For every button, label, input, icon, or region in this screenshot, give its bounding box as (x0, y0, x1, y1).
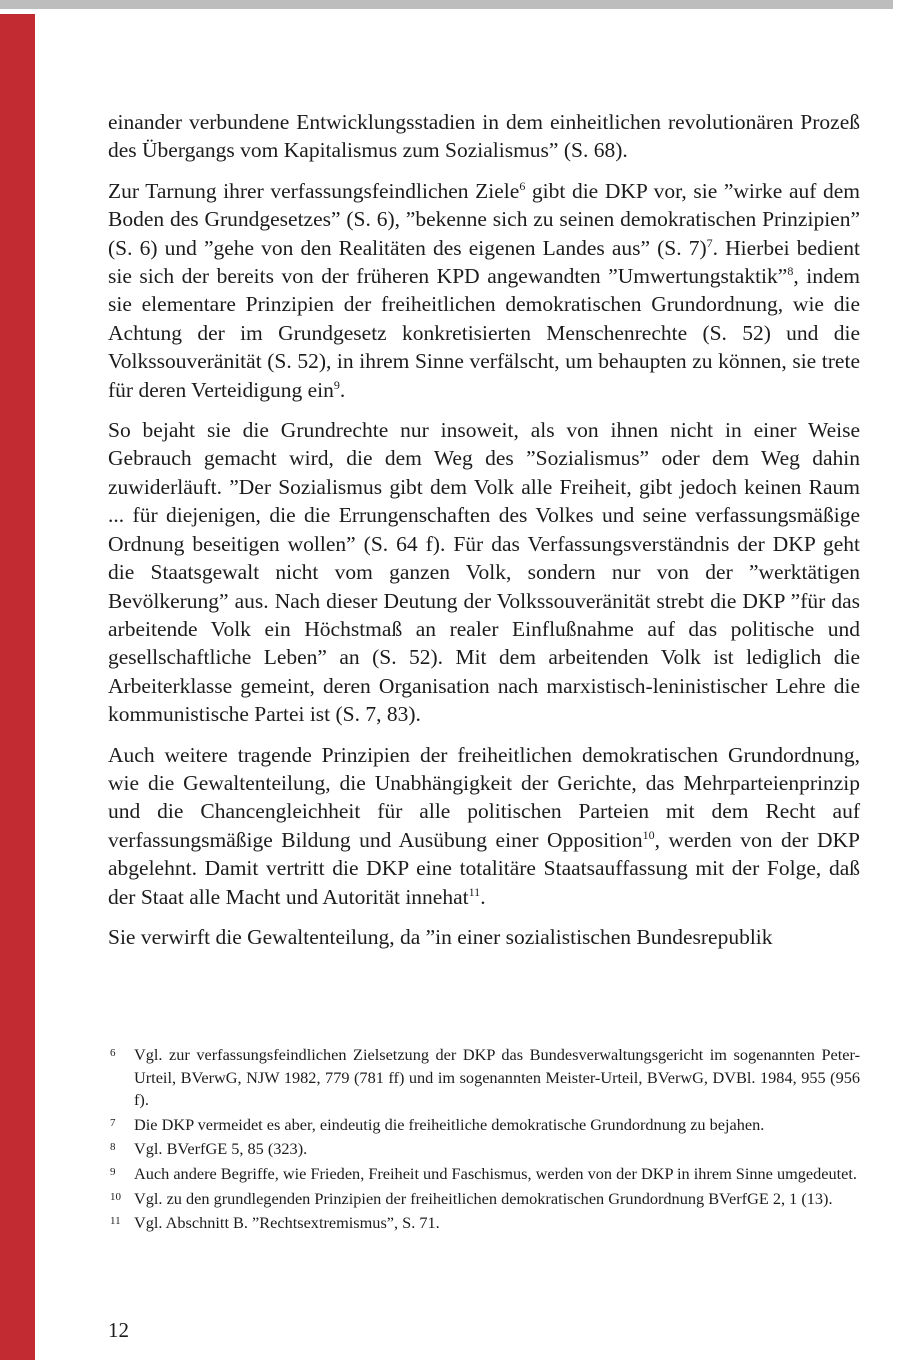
footnote-number: 10 (110, 1190, 121, 1203)
paragraph (108, 108, 860, 165)
text-run: , werden von der DKP abgelehnt. Damit vertritt die DKP eine totalitäre Staatsauffassung mit der Folge, daß der Staat alle Macht und Autorität innehat (108, 827, 860, 909)
footnote-text: Vgl. zu den grundlegenden Prinzipien der freiheitlichen demokratischen Grundordnung BVerfGE 2, 1 (13). (134, 1188, 833, 1208)
footnote-number: 8 (110, 1141, 116, 1154)
text-run: . Hierbei bedient sie sich der bereits von der früheren KPD angewandten ”Umwertungstaktik” (108, 235, 860, 289)
text-run: gibt die DKP vor, sie ”wirke auf dem Boden des Grundgesetzes” (S. 6), ”bekenne sich zu seinen demokratischen Prinzipien” (S. 6) und ”gehe von den Realitäten des eigenen Landes aus” (S. 7) (108, 178, 861, 260)
footnote (108, 1188, 860, 1211)
footnote-text: Vgl. BVerfGE 5, 85 (323). (134, 1139, 308, 1159)
text-run: . (480, 884, 486, 909)
footnote-marker: 7 (706, 235, 713, 250)
body-text (108, 108, 860, 963)
text-run: So bejaht sie die Grundrechte nur insoweit, als von ihnen nicht in einer Weise Gebrauch gemacht wird, die dem Weg des ”Sozialismus” oder dem Weg dahin zuwiderläuft. ”Der Sozialismus gibt dem Volk alle Freiheit, gibt jedoch keinen Raum ... für diejenigen, die die Errungenschaften des Volkes und seine verfassungsmäßige Ordnung beseitigen wollen” (S. 64 f). Für das Verfassungsverständnis der DKP geht die Staatsgewalt nicht vom ganzen Volk, sondern nur von der ”werktätigen Bevölkerung” aus. Nach dieser Deutung der Volkssouveränität strebt die DKP ”für das arbeitende Volk ein Höchstmaß an realer Einflußnahme auf das politische und gesellschaftliche Leben” an (S. 52). Mit dem arbeitenden Volk ist lediglich die Arbeiterklasse gemeint, deren Organisation nach marxistisch-leninistischer Lehre die kommunistische Partei ist (S. 7, 83). (108, 418, 860, 727)
footnote-marker: 11 (468, 884, 481, 899)
footnote (108, 1212, 860, 1235)
paragraph (108, 923, 860, 951)
footnote (108, 1163, 860, 1186)
footnote-marker: 6 (519, 178, 526, 193)
footnote-number: 11 (110, 1215, 121, 1228)
footnote-marker: 10 (642, 827, 655, 842)
footnote-number: 7 (110, 1116, 116, 1129)
footnote (108, 1044, 860, 1112)
paragraph (108, 741, 860, 911)
paragraph (108, 416, 860, 728)
footnotes (108, 1044, 860, 1237)
text-run: einander verbundene Entwicklungsstadien in dem einheitlichen revolutionären Prozeß des Übergangs vom Kapitalismus zum Sozialismus” (S. 68). (108, 110, 860, 163)
red-margin-strip (0, 14, 35, 1360)
page-number: 12 (108, 1318, 129, 1342)
footnote-text: Vgl. Abschnitt B. ”Rechtsextremismus”, S. 71. (134, 1213, 440, 1233)
footnote-marker: 9 (333, 377, 340, 392)
text-run: Auch weitere tragende Prinzipien der freiheitlichen demokratischen Grundordnung, wie die Gewaltenteilung, die Unabhängigkeit der Gerichte, das Mehrparteienprinzip und die Chancengleichheit für alle politischen Parteien mit dem Recht auf verfassungsmäßige Bildung und Ausübung einer Opposition (108, 742, 860, 852)
footnote (108, 1138, 860, 1161)
top-edge-rule (0, 0, 893, 9)
footnote-text: Die DKP vermeidet es aber, eindeutig die freiheitliche demokratische Grundordnung zu bejahen. (134, 1114, 765, 1134)
footnote-number: 6 (110, 1047, 116, 1059)
text-run: Sie verwirft die Gewaltenteilung, da ”in einer sozialistischen Bundesrepublik (108, 924, 773, 949)
paragraph (108, 177, 860, 404)
text-run: . (339, 377, 346, 402)
footnote-number: 9 (110, 1165, 116, 1178)
footnote-text: Auch andere Begriffe, wie Frieden, Freiheit und Faschismus, werden von der DKP in ihrem Sinne umgedeutet. (134, 1163, 857, 1183)
footnote-marker: 8 (787, 264, 794, 279)
footnote (108, 1114, 860, 1137)
text-run: , indem sie elementare Prinzipien der freiheitlichen demokratischen Grundordnung, wie die Achtung der im Grundgesetz konkretisierten Menschenrechte (S. 52) und die Volkssouveränität (S. 52), in ihrem Sinne verfälscht, um behaupten zu können, sie trete für deren Verteidigung ein (108, 264, 860, 402)
text-run: Zur Tarnung ihrer verfassungsfeindlichen Ziele (108, 178, 520, 203)
footnote-text: Vgl. zur verfassungsfeindlichen Zielsetzung der DKP das Bundesverwaltungsgericht im sogenannten Peter-Urteil, BVerwG, NJW 1982, 779 (781 ff) und im sogenannten Meister-Urteil, BVerwG, DVBl. 1984, 955 (956 f). (134, 1045, 860, 1110)
